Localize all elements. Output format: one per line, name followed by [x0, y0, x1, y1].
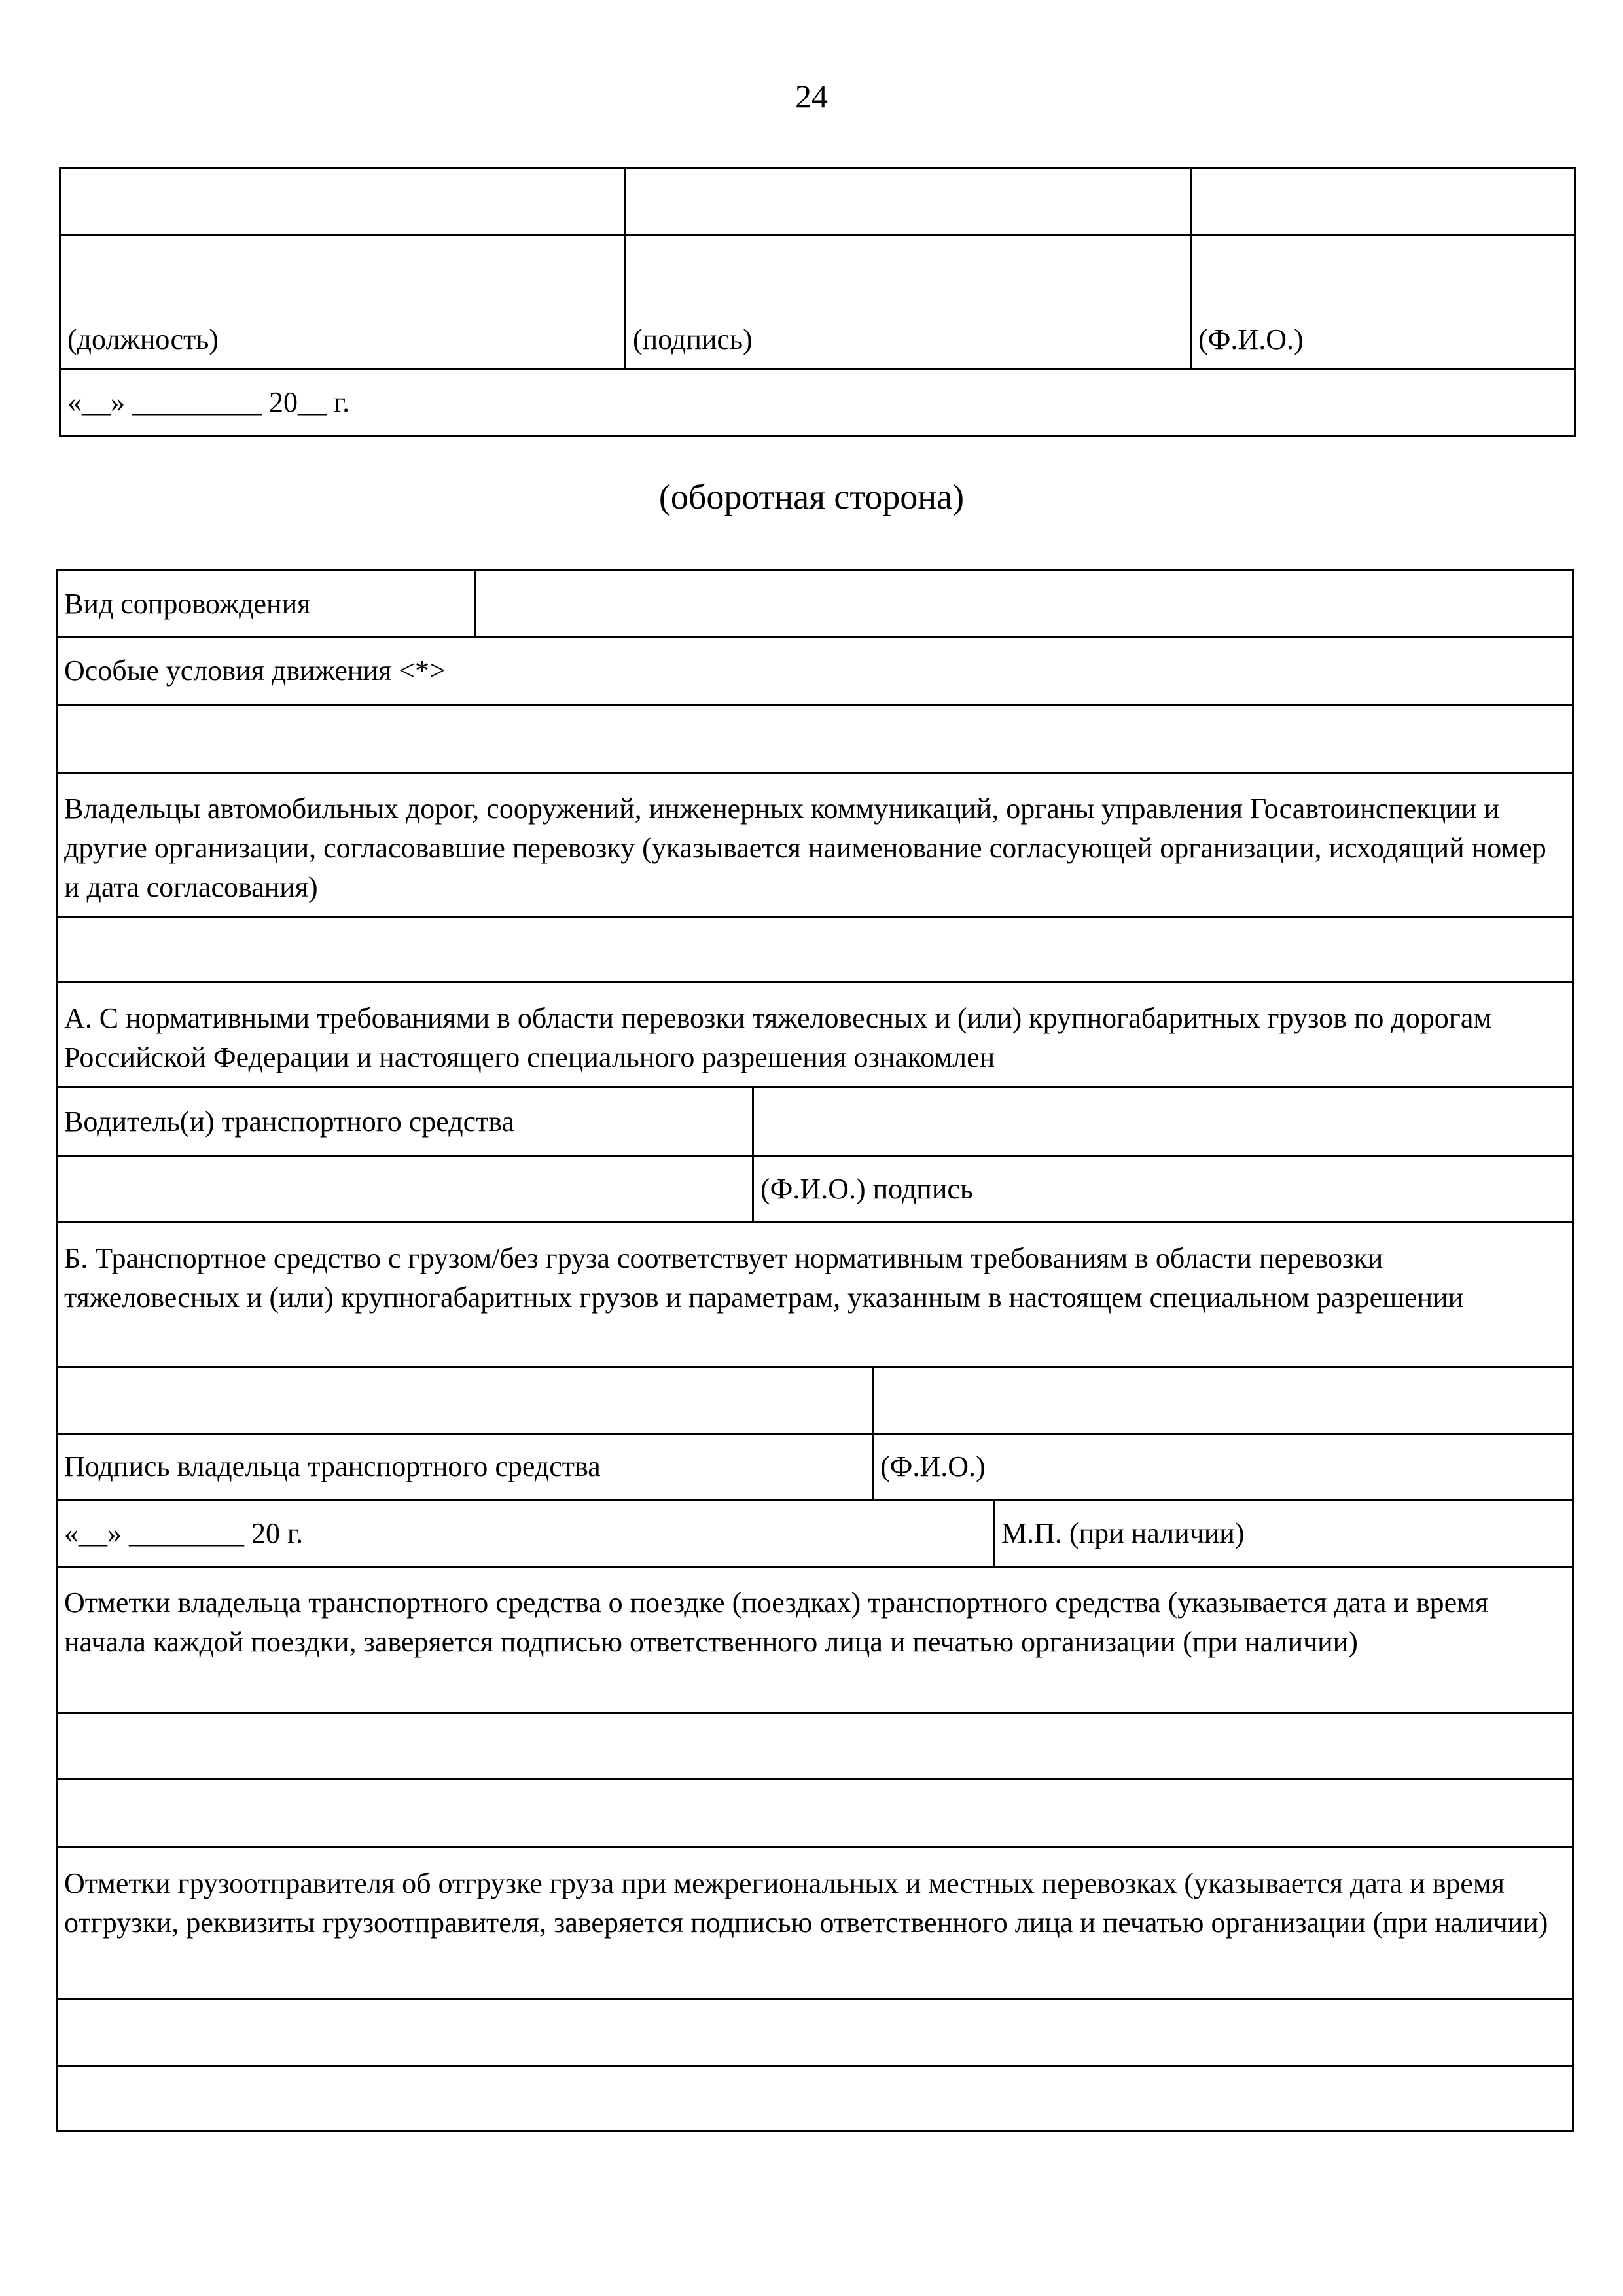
section-b-text: Б. Транспортное средство с грузом/без груза соответствует нормативным требованиям в области перевозки тяжеловесных и (или) крупногабаритных грузов и параметрам, указанным в настоящем специальном разрешении [64, 1242, 1464, 1314]
shipper-marks-text: Отметки грузоотправителя об отгрузке груза при межрегиональных и местных перевозках (указывается дата и время отгрузки, реквизиты грузоотправителя, заверяется подписью ответственного лица и печатью организации (при наличии) [64, 1867, 1548, 1939]
stamp-cell [993, 1499, 1574, 1568]
shipper-marks-value-cell[interactable] [56, 2065, 1574, 2132]
escort-type-value-cell[interactable] [474, 569, 1574, 638]
special-conditions-cell [56, 636, 1574, 706]
page-number: 24 [795, 78, 828, 115]
back-date-line: «__» ________ 20 г. [64, 1516, 304, 1549]
owners-cell [56, 772, 1574, 918]
drivers-value-cell[interactable] [752, 1086, 1574, 1157]
escort-type-label: Вид сопровождения [64, 587, 311, 620]
drivers-label: Водитель(и) транспортного средства [64, 1105, 515, 1138]
trip-marks-value-cell[interactable] [56, 1778, 1574, 1848]
owners-value-cell[interactable] [56, 916, 1574, 983]
section-a-cell [56, 981, 1574, 1088]
section-b-cell [56, 1221, 1574, 1368]
owner-signature-label: Подпись владельца транспортного средства [64, 1450, 601, 1482]
date-cell[interactable] [59, 368, 1576, 437]
signature-cell[interactable] [624, 234, 1192, 370]
blank-cell[interactable] [1190, 167, 1576, 236]
back-date-cell[interactable] [56, 1499, 995, 1568]
signature-label: (подпись) [633, 323, 753, 355]
drivers-blank-cell[interactable] [56, 1155, 754, 1223]
date-line: «__» _________ 20__ г. [67, 386, 350, 418]
owner-fio-cell[interactable] [872, 1433, 1574, 1501]
trip-marks-text: Отметки владельца транспортного средства о поездке (поездках) транспортного средства (указывается дата и время начала каждой поездки, заверяется подписью ответственного лица и печатью организации (при наличии) [64, 1587, 1489, 1658]
blank-cell[interactable] [59, 167, 626, 236]
special-conditions-label: Особые условия движения <*> [64, 655, 446, 687]
section-a-text: А. С нормативными требованиями в области перевозки тяжеловесных и (или) крупногабаритных грузов по дорогам Российской Федерации и настоящего специального разрешения ознакомлен [64, 1002, 1492, 1073]
fio-label: (Ф.И.О.) [1198, 323, 1304, 355]
shipper-marks-cell [56, 1846, 1574, 2000]
shipper-marks-value-cell[interactable] [56, 1998, 1574, 2067]
owner-blank-cell[interactable] [872, 1366, 1574, 1435]
owners-text: Владельцы автомобильных дорог, сооружений, инженерных коммуникаций, органы управления Госавтоинспекции и другие организации, согласовавшие перевозку (указывается наименование согласующей организации, исходящий номер и дата согласования) [64, 793, 1546, 903]
back-side-title: (оборотная сторона) [658, 477, 965, 516]
fio-signature-cell[interactable] [752, 1155, 1574, 1223]
escort-type-label-cell [56, 569, 476, 638]
drivers-label-cell [56, 1086, 754, 1157]
fio-signature-label: (Ф.И.О.) подпись [760, 1173, 973, 1205]
fio-cell[interactable] [1190, 234, 1576, 370]
owner-signature-cell [56, 1433, 874, 1501]
position-label: (должность) [67, 323, 219, 355]
blank-cell[interactable] [624, 167, 1192, 236]
position-cell[interactable] [59, 234, 626, 370]
special-conditions-value-cell[interactable] [56, 704, 1574, 774]
trip-marks-cell [56, 1566, 1574, 1714]
trip-marks-value-cell[interactable] [56, 1712, 1574, 1780]
stamp-label: М.П. (при наличии) [1001, 1516, 1245, 1549]
owner-fio-label: (Ф.И.О.) [880, 1450, 986, 1482]
owner-blank-cell[interactable] [56, 1366, 874, 1435]
